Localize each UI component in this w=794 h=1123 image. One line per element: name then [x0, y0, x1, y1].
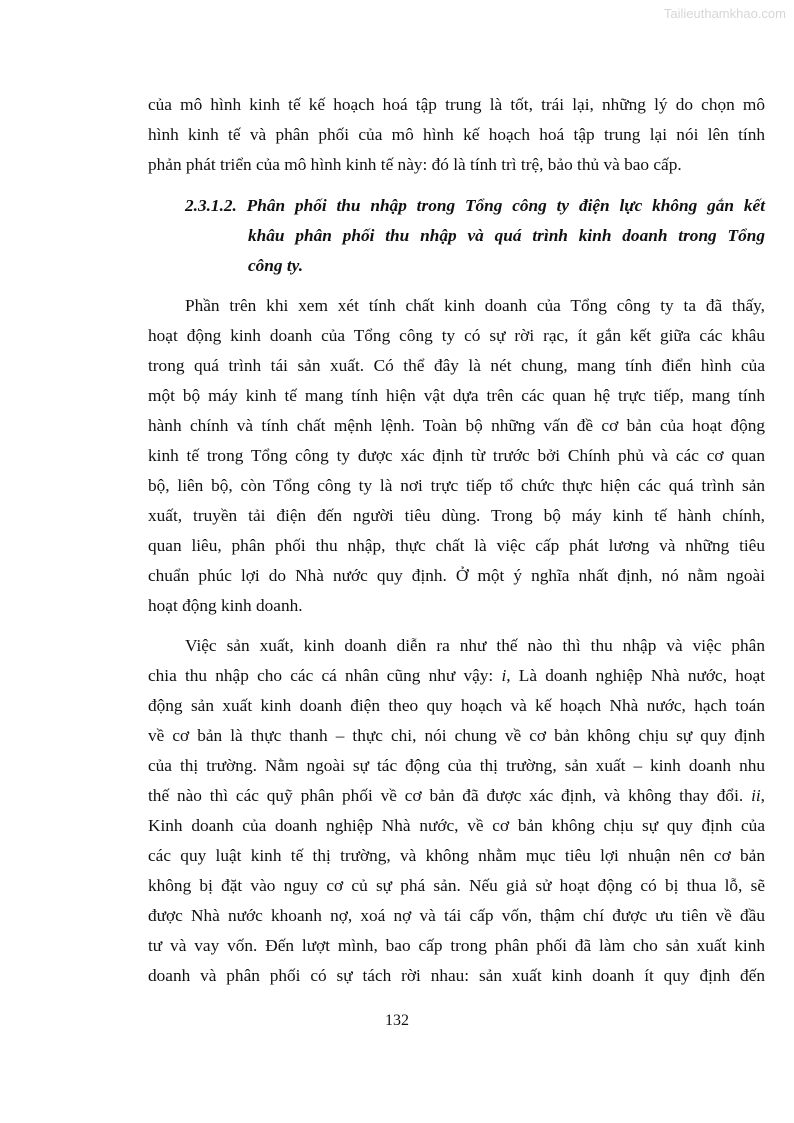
paragraph-line: phản phát triển của mô hình kinh tế này: đó là tính trì trệ, bảo thủ và bao cấp. [148, 155, 682, 174]
italic-enumerator: ii [751, 786, 761, 805]
paragraph-line [148, 665, 765, 687]
section-heading-line: 2.3.1.2. Phân phối thu nhập trong Tổng công ty điện lực không gắn kết [185, 196, 765, 215]
text-segment: thế nào thì các quỹ phân phối về cơ bản đã được xác định, và không thay đổi. [148, 786, 752, 805]
page-number: 132 [385, 1012, 409, 1029]
paragraph-line: doanh và phân phối có sự tách rời nhau: sản xuất kinh doanh ít quy định đến [148, 966, 765, 985]
paragraph-line: hình kinh tế và phân phối của mô hình kế hoạch hoá tập trung lại nói lên tính [148, 125, 765, 144]
paragraph-line: kinh tế trong Tổng công ty được xác định từ trước bởi Chính phủ và các cơ quan [148, 446, 765, 465]
paragraph-line: quan liêu, phân phối thu nhập, thực chất là việc cấp phát lương và những tiêu [148, 536, 765, 555]
paragraph-line: của mô hình kinh tế kế hoạch hoá tập trung là tốt, trái lại, những lý do chọn mô [148, 95, 765, 114]
paragraph-line: xuất, truyền tải điện đến người tiêu dùng. Trong bộ máy kinh tế hành chính, [148, 506, 765, 525]
paragraph-line: không bị đặt vào nguy cơ củ sự phá sản. Nếu giả sử hoạt động có bị thua lỗ, sẽ [148, 876, 765, 895]
paragraph-line: trong quá trình tái sản xuất. Có thể đây là nét chung, mang tính điển hình của [148, 356, 765, 375]
paragraph-line [148, 785, 765, 807]
paragraph-line: Phần trên khi xem xét tính chất kinh doanh của Tổng công ty ta đã thấy, [185, 296, 765, 315]
paragraph-line: hoạt động kinh doanh. [148, 596, 303, 615]
paragraph-line: bộ, liên bộ, còn Tổng công ty là nơi trực tiếp tổ chức thực hiện các quá trình sản [148, 476, 765, 495]
paragraph-line: được Nhà nước khoanh nợ, xoá nợ và tái cấp vốn, thậm chí được ưu tiên về đầu [148, 906, 765, 925]
section-heading-line: công ty. [248, 256, 304, 275]
paragraph-line: về cơ bản là thực thanh – thực chi, nói chung về cơ bản không chịu sự quy định [148, 726, 765, 745]
paragraph-line: của thị trường. Nằm ngoài sự tác động của thị trường, sản xuất – kinh doanh nhu [148, 756, 765, 775]
paragraph-line: Việc sản xuất, kinh doanh diễn ra như thế nào thì thu nhập và việc phân [185, 636, 765, 655]
text-segment: chia thu nhập cho các cá nhân cũng như vậy: [148, 666, 502, 685]
text-segment: , [760, 786, 765, 805]
paragraph-line: hoạt động kinh doanh của Tổng công ty có sự rời rạc, ít gắn kết giữa các khâu [148, 326, 765, 345]
paragraph-line: tư và vay vốn. Đến lượt mình, bao cấp trong phân phối đã làm cho sản xuất kinh [148, 936, 765, 955]
paragraph-line: hành chính và tính chất mệnh lệnh. Toàn bộ những vấn đề cơ bản của hoạt động [148, 416, 765, 435]
paragraph-line: chuẩn phúc lợi do Nhà nước quy định. Ở một ý nghĩa nhất định, nó nằm ngoài [148, 566, 765, 585]
paragraph-line: một bộ máy kinh tế mang tính hiện vật dựa trên các quan hệ trực tiếp, mang tính [148, 386, 765, 405]
watermark: Tailieuthamkhao.com [663, 6, 786, 21]
paragraph-line: động sản xuất kinh doanh điện theo quy hoạch và kế hoạch Nhà nước, hạch toán [148, 696, 765, 715]
paragraph-line: Kinh doanh của doanh nghiệp Nhà nước, về cơ bản không chịu sự quy định của [148, 816, 765, 835]
italic-enumerator: i [501, 666, 507, 685]
paragraph-line: các quy luật kinh tế thị trường, và không nhằm mục tiêu lợi nhuận nên cơ bản [148, 846, 765, 865]
section-heading-line: khâu phân phối thu nhập và quá trình kinh doanh trong Tổng [248, 226, 765, 245]
text-segment: , Là doanh nghiệp Nhà nước, hoạt [506, 666, 765, 685]
